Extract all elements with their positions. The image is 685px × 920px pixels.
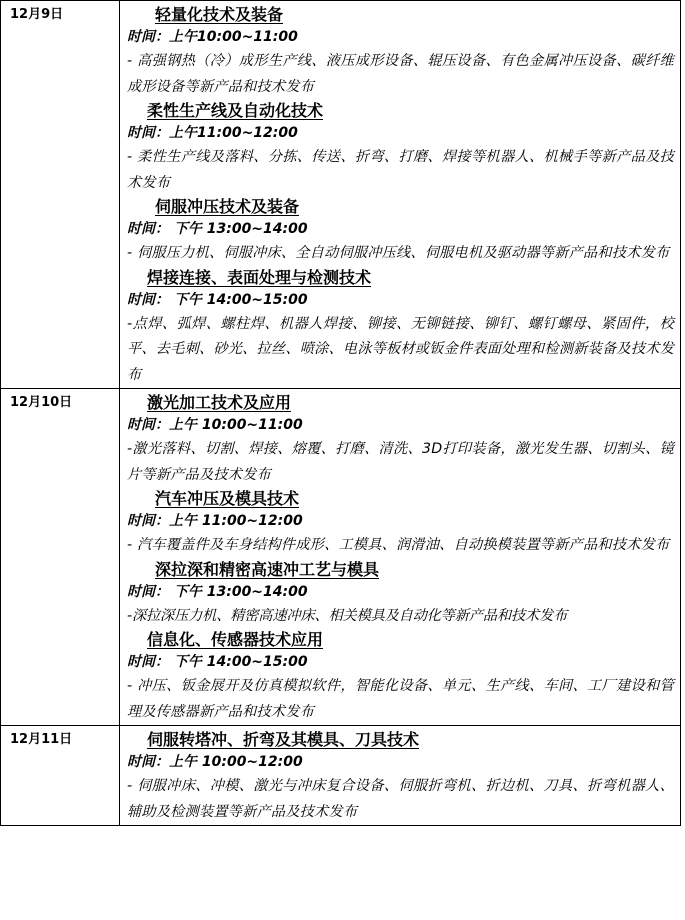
session-title: 激光加工技术及应用	[147, 393, 292, 412]
session-title: 伺服冲压技术及装备	[155, 197, 300, 216]
session	[127, 559, 674, 630]
session-time: 时间：上午 11:00~12:00	[127, 513, 303, 529]
session-title: 轻量化技术及装备	[155, 5, 284, 24]
session-description: -深拉深压力机、精密高速冲床、相关模具及自动化等新产品和技术发布	[127, 607, 568, 624]
session-description: - 高强钢热（冷）成形生产线、液压成形设备、辊压设备、有色金属冲压设备、碳纤维成形设备等新产品和技术发布	[127, 53, 674, 95]
session-title: 伺服转塔冲、折弯及其模具、刀具技术	[147, 730, 420, 749]
session-time: 时间： 下午 14:00~15:00	[127, 291, 308, 308]
session	[127, 629, 674, 725]
session-description: - 伺服压力机、伺服冲床、全自动伺服冲压线、伺服电机及驱动器等新产品和技术发布	[127, 245, 670, 261]
sessions-cell	[120, 726, 681, 826]
session-time: 时间：上午10:00~11:00	[127, 29, 298, 45]
session-time: 时间：上午 10:00~11:00	[127, 417, 303, 433]
session-description: - 冲压、钣金展开及仿真模拟软件，智能化设备、单元、生产线、车间、工厂建设和管理及传感器新产品和技术发布	[127, 678, 674, 720]
session	[127, 196, 674, 267]
session-description: -激光落料、切割、焊接、熔覆、打磨、清洗、3D打印装备，激光发生器、切割头、镜片等新产品及技术发布	[127, 441, 674, 483]
sessions-cell	[120, 389, 681, 726]
session	[127, 392, 674, 488]
session-time: 时间： 下午 13:00~14:00	[127, 221, 308, 237]
session	[127, 729, 674, 825]
session-title: 汽车冲压及模具技术	[155, 489, 300, 508]
session	[127, 4, 674, 100]
session-description: - 柔性生产线及落料、分拣、传送、折弯、打磨、焊接等机器人、机械手等新产品及技术发布	[127, 149, 674, 191]
date-cell: 12月11日	[1, 726, 120, 826]
session-time: 时间：上午 10:00~12:00	[127, 754, 303, 770]
session-title: 深拉深和精密高速冲工艺与模具	[155, 559, 380, 579]
date-cell: 12月9日	[1, 1, 120, 389]
session-title: 信息化、传感器技术应用	[147, 630, 324, 649]
session-title: 焊接连接、表面处理与检测技术	[147, 267, 372, 287]
day-row	[1, 726, 681, 826]
session	[127, 267, 674, 389]
session	[127, 488, 674, 559]
session-description: -点焊、弧焊、螺柱焊、机器人焊接、铆接、无铆链接、铆钉、螺钉螺母、紧固件，校平、去毛刺、砂光、拉丝、喷涂、电泳等板材或钣金件表面处理和检测新装备及技术发布	[127, 315, 674, 383]
session-time: 时间：上午11:00~12:00	[127, 125, 298, 141]
day-row	[1, 389, 681, 726]
session-description: - 伺服冲床、冲模、激光与冲床复合设备、伺服折弯机、折边机、刀具、折弯机器人、辅助及检测装置等新产品及技术发布	[127, 778, 674, 820]
day-row	[1, 1, 681, 389]
sessions-cell	[120, 1, 681, 389]
session-time: 时间： 下午 13:00~14:00	[127, 583, 308, 600]
session-description: - 汽车覆盖件及车身结构件成形、工模具、润滑油、自动换模装置等新产品和技术发布	[127, 537, 670, 553]
date-cell: 12月10日	[1, 389, 120, 726]
session-time: 时间： 下午 14:00~15:00	[127, 654, 308, 670]
session	[127, 100, 674, 196]
session-title: 柔性生产线及自动化技术	[147, 101, 324, 120]
